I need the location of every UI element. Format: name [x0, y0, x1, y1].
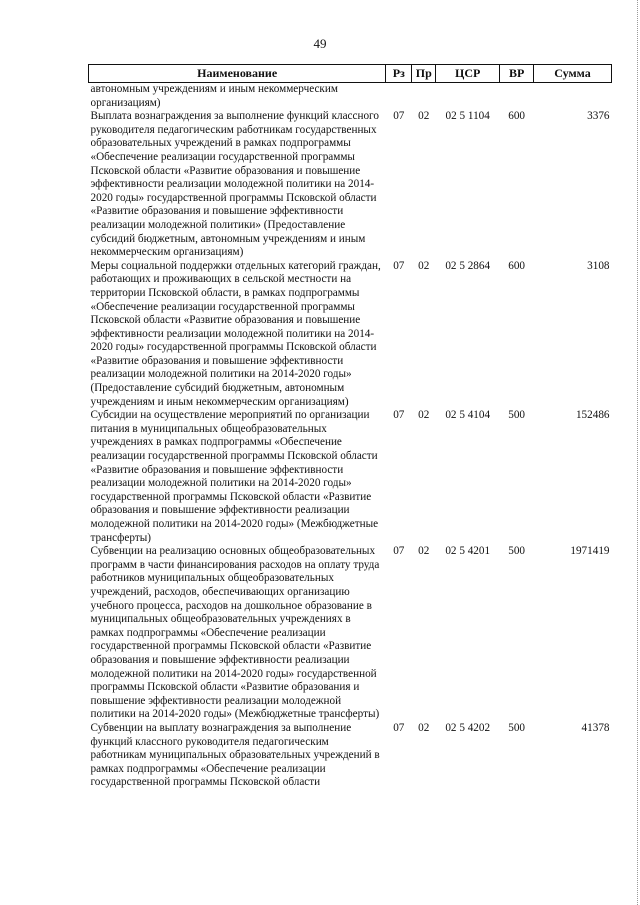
row-csr: 02 5 4104	[445, 409, 491, 422]
row-csr: 02 5 1104	[445, 110, 490, 123]
row-pr: 02	[418, 259, 430, 272]
table-header	[89, 65, 612, 83]
row-name: автономным учреждениям и иным некоммерческим организациям)	[90, 83, 338, 109]
row-pr	[412, 83, 436, 111]
row-sum: 3108	[587, 259, 610, 272]
header-csr: ЦСР	[436, 65, 500, 83]
row-name: Субвенции на реализацию основных общеобразовательных программ в части финансирования расходов на оплату труда работников муниципальных общеобразовательных учреждений, расходов, обеспечивающих организацию учебного процесса, расходов на дошкольное образование в муниципальных общеобразовательных учреждениях в рамках подпрограммы «Обеспечение реализации государственной программы Псковской области «Развитие образования и повышение эффективности реализации молодежной политики на 2014-2020 годы» государственной программы Псковской области «Развитие образования и повышение эффективности реализации молодежной политики на 2014-2020 годы» (Межбюджетные трансферты)	[90, 545, 380, 721]
table-row	[89, 722, 612, 790]
row-sum: 152486	[575, 409, 610, 422]
header-pr: Пр	[412, 65, 436, 83]
table-row	[89, 83, 612, 111]
row-pr: 02	[418, 110, 430, 123]
row-name: Меры социальной поддержки отдельных категорий граждан, работающих и проживающих в сельской местности на территории Псковской области, в рамках подпрограммы «Обеспечение реализации государственной программы Псковской области «Развитие образования и повышение эффективности реализации молодежной политики на 2014-2020 годы» государственной программы Псковской области «Развитие образования и повышение эффективности реализации молодежной политики на 2014-2020 годы» (Предоставление субсидий бюджетным, автономным учреждениям и иным некоммерческим организациям)	[90, 259, 381, 408]
page-number: 49	[313, 36, 327, 51]
page-edge-line	[636, 0, 638, 905]
row-vr: 500	[508, 721, 525, 734]
row-rz: 07	[393, 259, 405, 272]
row-name: Субвенции на выплату вознаграждения за выполнение функций классного руководителя педагогическим работникам муниципальных образовательных учреждений в рамках подпрограммы «Обеспечение реализации государственной программы Псковской области	[90, 721, 380, 789]
header-rz: Рз	[386, 65, 412, 83]
row-vr	[500, 83, 534, 111]
row-pr: 02	[418, 409, 430, 422]
row-sum: 3376	[587, 110, 610, 123]
row-csr: 02 5 4201	[445, 545, 491, 558]
row-csr	[436, 83, 500, 111]
row-sum: 1971419	[570, 545, 610, 558]
row-vr: 500	[508, 545, 525, 558]
header-row	[89, 65, 612, 83]
table-row	[89, 260, 612, 410]
row-csr: 02 5 4202	[445, 721, 491, 734]
header-sum: Сумма	[534, 65, 612, 83]
row-csr: 02 5 2864	[445, 259, 491, 272]
row-rz: 07	[393, 545, 405, 558]
row-sum: 41378	[581, 721, 610, 734]
header-vr: ВР	[500, 65, 534, 83]
row-vr: 600	[508, 259, 525, 272]
table-body	[89, 83, 612, 790]
row-name: Субсидии на осуществление мероприятий по организации питания в муниципальных общеобразовательных учреждениях в рамках подпрограммы «Обеспечение реализации государственной программы Псковской области «Развитие образования и повышение эффективности реализации молодежной политики на 2014-2020 годы» государственной программы Псковской области «Развитие образования и повышение эффективности реализации молодежной политики на 2014-2020 годы» (Межбюджетные трансферты)	[90, 409, 379, 544]
row-rz: 07	[393, 110, 405, 123]
row-sum	[534, 83, 612, 111]
budget-table	[88, 64, 612, 790]
row-name: Выплата вознаграждения за выполнение функций классного руководителя педагогическим работникам государственных образовательных учреждений в рамках подпрограммы «Обеспечение реализации государственной программы Псковской области «Развитие образования и повышение эффективности реализации молодежной политики на 2014-2020 годы» государственной программы Псковской области «Развитие образования и повышение эффективности реализации молодежной политики» (Предоставление субсидий бюджетным, автономным учреждениям и иным некоммерческим организациям)	[90, 110, 379, 259]
row-vr: 600	[508, 110, 525, 123]
table-row	[89, 409, 612, 545]
row-rz: 07	[393, 721, 405, 734]
header-name: Наименование	[89, 65, 386, 83]
row-pr: 02	[418, 545, 430, 558]
row-rz: 07	[393, 409, 405, 422]
table-row	[89, 545, 612, 722]
table-row	[89, 110, 612, 260]
row-vr: 500	[508, 409, 525, 422]
row-rz	[386, 83, 412, 111]
row-pr: 02	[418, 721, 430, 734]
